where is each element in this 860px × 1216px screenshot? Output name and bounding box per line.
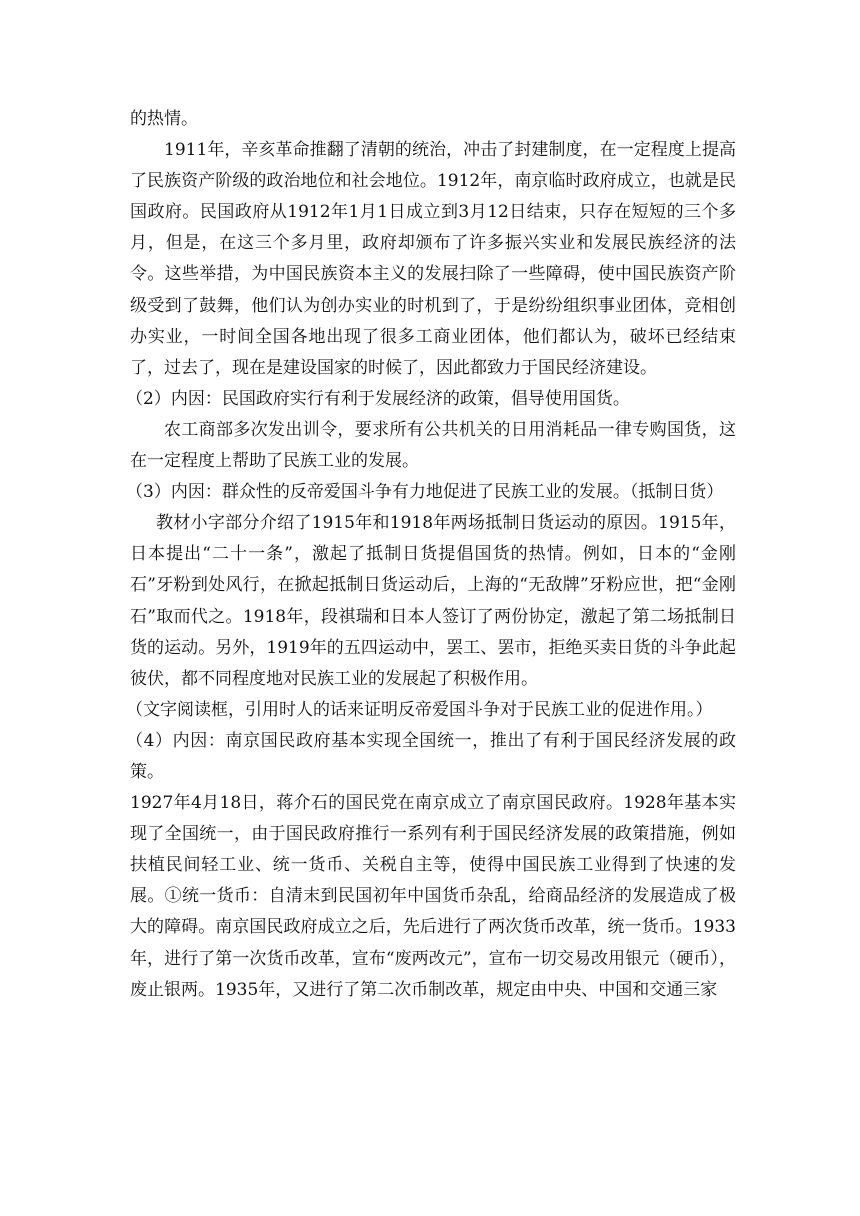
paragraph-nanjing-government: 1927年4月18日，蒋介石的国民党在南京成立了南京国民政府。1928年基本实现了全国统一，由于国民政府推行一系列有利于国民经济发展的政策措施，例如扶植民间轻工业、统一货币、关税自主等，使得中国民族工业得到了快速的发展。①统一货币：自清末到民国初年中国货币杂乱，给商品经济的发展造成了极大的障碍。南京国民政府成立之后，先后进行了两次货币改革，统一货币。1933年，进行了第一次货币改革，宣布“废两改元”，宣布一切交易改用银元（硬币），废止银两。1935年，又进行了第二次币制改革，规定由中央、中国和交通三家: [130, 793, 736, 1000]
heading-point-4: （4）内因：南京国民政府基本实现全国统一，推出了有利于国民经济发展的政策。: [126, 730, 736, 782]
heading-point-3: （3）内因：群众性的反帝爱国斗争有力地促进了民族工业的发展。（抵制日货）: [126, 482, 724, 503]
paragraph-1911-revolution: 1911年，辛亥革命推翻了清朝的统治，冲击了封建制度，在一定程度上提高了民族资产阶级的政治地位和社会地位。1912年，南京临时政府成立，也就是民国政府。民国政府从1912年1月1日成立到3月12日结束，只存在短短的三个多月，但是，在这三个多月里，政府却颁布了许多振兴实业和发展民族经济的法令。这些举措，为中国民族资本主义的发展扫除了一些障碍，使中国民族资产阶级受到了鼓舞，他们认为创办实业的时机到了，于是纷纷组织事业团体，竞相创办实业，一时间全国各地出现了很多工商业团体，他们都认为，破坏已经结束了，过去了，现在是建设国家的时候了，因此都致力于国民经济建设。: [130, 140, 736, 378]
document-page: [126, 104, 736, 1006]
note-reading-box: （文字阅读框，引用时人的话来证明反帝爱国斗争对于民族工业的促进作用。）: [126, 699, 713, 720]
heading-point-2: （2）内因：民国政府实行有利于发展经济的政策，倡导使用国货。: [126, 388, 630, 409]
paragraph-continuation: 的热情。: [130, 109, 198, 129]
paragraph-boycott: 教材小字部分介绍了1915年和1918年两场抵制日货运动的原因。1915年，日本提出“二十一条”，激起了抵制日货提倡国货的热情。例如，日本的“金刚石”牙粉到处风行，在掀起抵制日货运动后，上海的“无敌牌”牙粉应世，把“金刚石”取而代之。1918年，段祺瑞和日本人签订了两份协定，激起了第二场抵制日货的运动。另外，1919年的五四运动中，罢工、罢市，拒绝买卖日货的斗争此起彼伏，都不同程度地对民族工业的发展起了积极作用。: [130, 513, 736, 689]
paragraph-domestic-goods: 农工商部多次发出训令，要求所有公共机关的日用消耗品一律专购国货，这在一定程度上帮助了民族工业的发展。: [130, 419, 736, 472]
